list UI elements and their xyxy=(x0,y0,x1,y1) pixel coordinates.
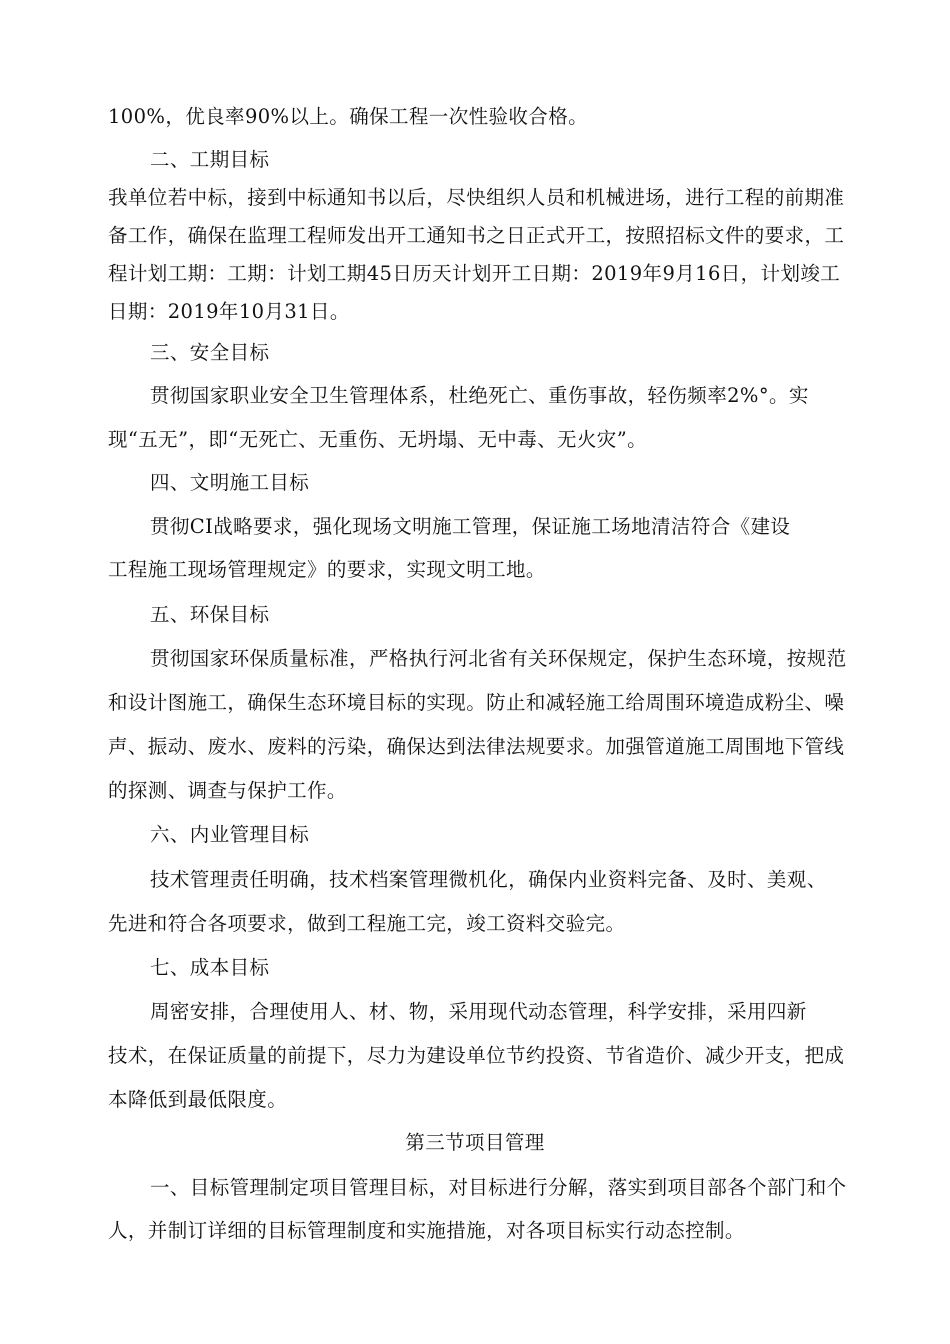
paragraph-line: 和设计图施工，确保生态环境目标的实现。防止和减轻施工给周围环境造成粉尘、噪 xyxy=(108,691,845,714)
paragraph-line: 周密安排，合理使用人、材、物，采用现代动态管理，科学安排，采用四新 xyxy=(150,1000,807,1023)
section-heading-cost: 七、成本目标 xyxy=(150,956,270,979)
paragraph-line: 先进和符合各项要求，做到工程施工完，竣工资料交验完。 xyxy=(108,912,626,935)
paragraph-line: 声、振动、废水、废料的污染，确保达到法律法规要求。加强管道施工周围地下管线 xyxy=(108,735,845,758)
paragraph-line: 日期：2019年10月31日。 xyxy=(108,300,350,323)
paragraph-line: 技术，在保证质量的前提下，尽力为建设单位节约投资、节省造价、减少开支，把成 xyxy=(108,1044,845,1067)
section-heading-environment: 五、环保目标 xyxy=(150,603,270,626)
paragraph-line: 技术管理责任明确，技术档案管理微机化，确保内业资料完备、及时、美观、 xyxy=(150,868,827,891)
paragraph-line: 的探测、调查与保护工作。 xyxy=(108,779,347,802)
section-heading-internal: 六、内业管理目标 xyxy=(150,823,310,846)
paragraph-line: 人，并制订详细的目标管理制度和实施措施，对各项目标实行动态控制。 xyxy=(108,1219,745,1242)
paragraph-line: 一、目标管理制定项目管理目标，对目标进行分解，落实到项目部各个部门和个 xyxy=(150,1176,847,1199)
paragraph-line: 100%，优良率90%以上。确保工程一次性验收合格。 xyxy=(108,105,588,128)
paragraph-line: 工程施工现场管理规定》的要求，实现文明工地。 xyxy=(108,558,546,581)
paragraph-line: 本降低到最低限度。 xyxy=(108,1088,288,1111)
paragraph-line: 程计划工期：工期：计划工期45日历天计划开工日期：2019年9月16日，计划竣工 xyxy=(108,262,841,285)
paragraph-line: 贯彻国家环保质量标准，严格执行河北省有关环保规定，保护生态环境，按规范 xyxy=(150,647,847,670)
section-heading-safety: 三、安全目标 xyxy=(150,341,270,364)
section-heading-schedule: 二、工期目标 xyxy=(150,148,270,171)
paragraph-line: 备工作，确保在监理工程师发出开工通知书之日正式开工，按照招标文件的要求，工 xyxy=(108,224,845,247)
section-title: 第三节项目管理 xyxy=(405,1131,545,1154)
paragraph-line: 贯彻国家职业安全卫生管理体系，杜绝死亡、重伤事故，轻伤频率2%°。实 xyxy=(150,384,809,407)
paragraph-line: 现“五无”，即“无死亡、无重伤、无坍塌、无中毒、无火灾”。 xyxy=(108,428,647,451)
paragraph-line: 贯彻CI战略要求，强化现场文明施工管理，保证施工场地清洁符合《建设 xyxy=(150,515,791,538)
paragraph-line: 我单位若中标，接到中标通知书以后，尽快组织人员和机械进场，进行工程的前期准 xyxy=(108,186,845,209)
section-heading-civilized: 四、文明施工目标 xyxy=(150,471,310,494)
